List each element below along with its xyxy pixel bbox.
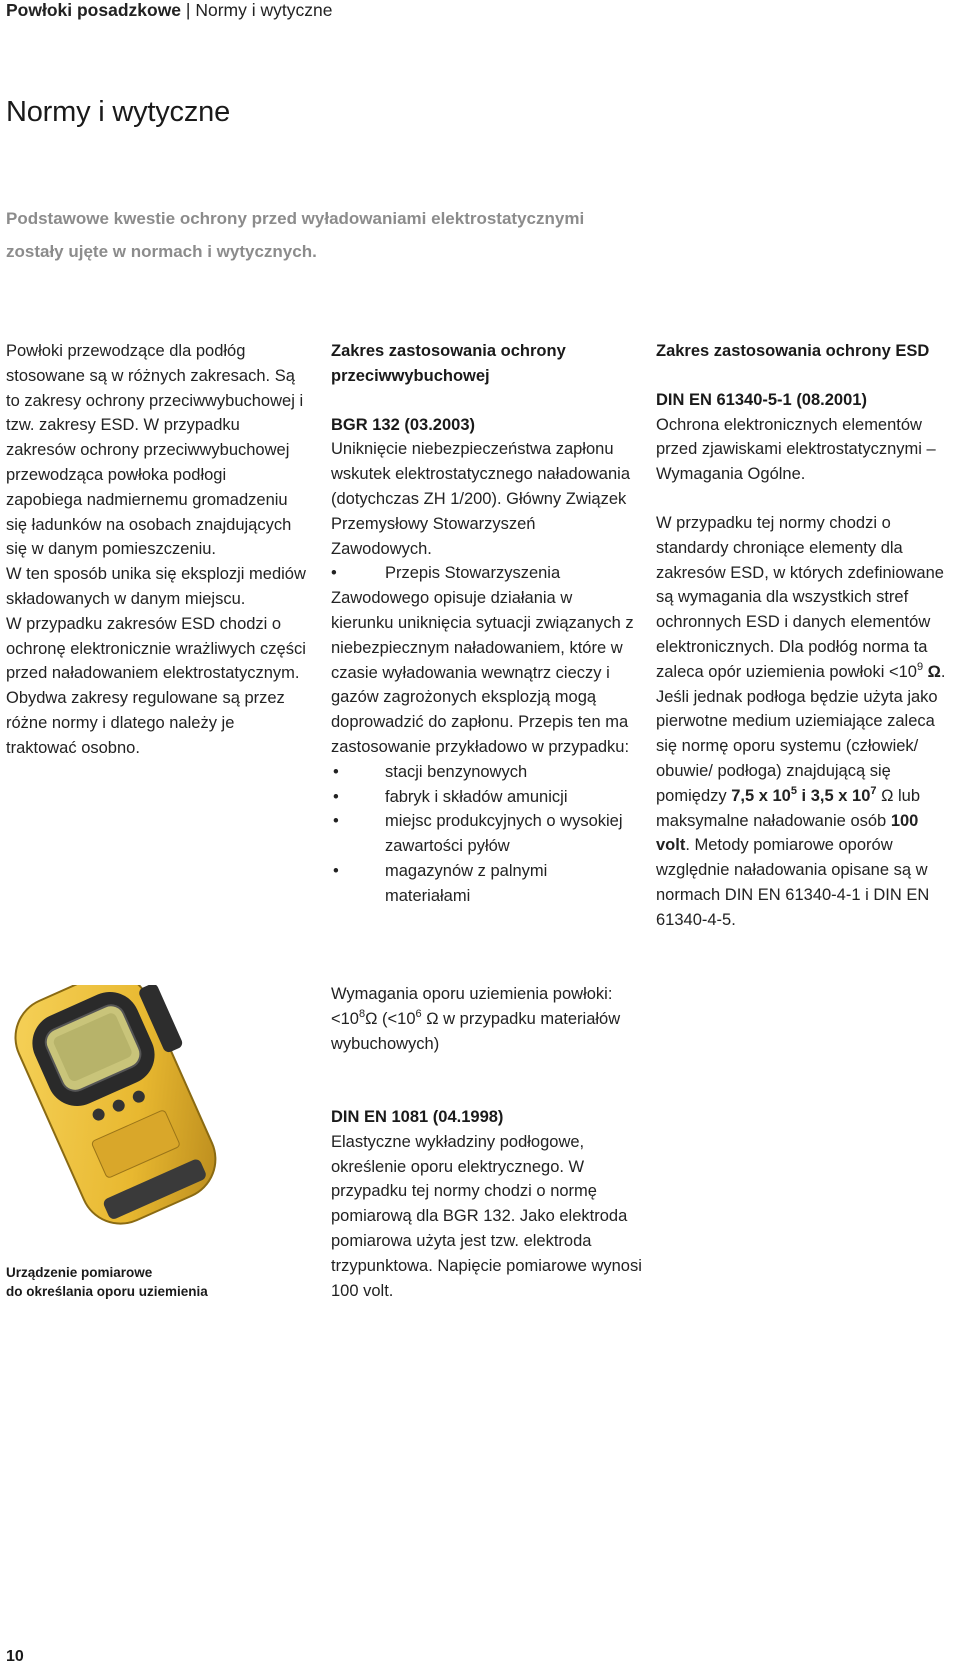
col3-exponent-9: 9	[916, 660, 924, 673]
din-1081-block	[331, 1105, 651, 1303]
resistance-text	[331, 982, 636, 1056]
col2-heading: Zakres zastosowania ochrony przeciwwybuchowej	[331, 342, 566, 385]
col3-paragraph-2	[656, 511, 956, 933]
resistance-requirement	[331, 982, 636, 1056]
intro-paragraph: Podstawowe kwestie ochrony przed wyładowaniami elektrostatycznymi zostały ujęte w normach i wytycznych.	[6, 209, 585, 261]
col2-paragraph-2	[331, 561, 636, 759]
caption-line-1: Urządzenie pomiarowe	[6, 1265, 153, 1280]
col3-heading: Zakres zastosowania ochrony ESD	[656, 342, 930, 360]
page-number: 10	[6, 1648, 24, 1665]
col2-standard: BGR 132 (03.2003)	[331, 415, 475, 434]
resistance-text-a: Wymagania oporu uziemienia powłoki: <10	[331, 985, 613, 1028]
value-high	[810, 784, 877, 805]
page-title: Normy i wytyczne	[6, 96, 230, 128]
col1-paragraph-3: W przypadku zakresów ESD chodzi o ochronę elektronicznie wrażliwych części przed naładowaniem elektrostatycznym. Obydwa zakresy regulowane są przez różne normy i dlatego należy je traktować osobno.	[6, 614, 306, 757]
list-item: • magazynów z palnymi materiałami	[331, 859, 636, 909]
col1-paragraph-1: Powłoki przewodzące dla podłóg stosowane są w różnych zakresach. Są to zakresy ochrony przeciwwybuchowej i tzw. zakresy ESD. W przypadku zakresów ochrony przeciwwybuchowej przewodząca powłoka podłogi zapobiega nadmiernemu gromadzeniu się ładunków na osobach znajdujących się w danym pomieszczeniu.	[6, 342, 304, 559]
resistance-exponent-2: 6	[415, 1007, 422, 1020]
din-1081-standard: DIN EN 1081 (04.1998)	[331, 1108, 504, 1126]
col3-paragraph-1: Ochrona elektronicznych elementów przed zjawiskami elektrostatycznymi – Wymagania Ogólne.	[656, 415, 936, 484]
header-separator: |	[181, 0, 196, 20]
running-header	[6, 0, 332, 21]
resistance-exponent-1: 8	[359, 1007, 366, 1020]
voltage-value: 100 volt	[656, 811, 919, 855]
caption-line-2: do określania oporu uziemienia	[6, 1284, 208, 1299]
list-item: • fabryk i składów amunicji	[331, 785, 636, 810]
header-section: Powłoki posadzkowe	[6, 0, 182, 20]
value-high-exponent: 7	[870, 784, 877, 797]
col2-paragraph-1: Uniknięcie niebezpieczeństwa zapłonu wskutek elektrostatycznego naładowania (dotychczas ZH 1/200). Główny Związek Przemysłowy Stowarzyszeń Zawodowych.	[331, 440, 631, 558]
col3-ohm: Ω	[923, 662, 941, 681]
col3-text-a: W przypadku tej normy chodzi o standardy chroniące elementy dla zakresów ESD, w których zdefiniowane są wymagania dla wszystkich stref ochronnych ESD i danych elementów elektronicznych. Dla podłóg norma ta zaleca opór uziemienia powłoki <10	[656, 513, 944, 681]
resistance-text-b: Ω (<10	[365, 1009, 416, 1028]
value-low	[731, 784, 797, 805]
col2-paragraph-2-text: Przepis Stowarzyszenia Zawodowego opisuje działania w kierunku uniknięcia sytuacji związanych z niebezpiecznym naładowaniem, które w czasie wyładowania wewnątrz cieczy i gazów zagrożonych eksplozją mogą doprowadzić do zapłonu. Przepis ten ma zastosowanie przykładowo w przypadku:	[331, 564, 634, 756]
value-high-unit: Ω	[876, 786, 894, 805]
col3-standard: DIN EN 61340-5-1 (08.2001)	[656, 390, 867, 409]
column-intro-text	[6, 339, 306, 761]
list-item: • miejsc produkcyjnych o wysokiej zawartości pyłów	[331, 809, 636, 859]
bullet-marker: •	[331, 564, 337, 583]
column-esd-protection	[656, 339, 956, 933]
col1-paragraph-2: W ten sposób unika się eksplozji mediów składowanych w danym miejscu.	[6, 565, 306, 608]
value-low-base: 7,5 x 10	[731, 786, 791, 805]
image-caption	[6, 1263, 208, 1301]
col3-text-d: lub maksymalne naładowanie osób	[656, 786, 921, 830]
value-high-base: 3,5 x 10	[810, 786, 871, 805]
resistance-text-c: Ω w przypadku materiałów wybuchowych)	[331, 1009, 621, 1053]
header-topic: Normy i wytyczne	[195, 0, 333, 20]
col3-text-c: . Jeśli jednak podłoga będzie użyta jako pierwotne medium uziemiające zaleca się normę oporu systemu (człowiek/ obuwie/ podłoga) znajdującą się pomiędzy	[656, 662, 946, 805]
column-explosion-protection	[331, 339, 636, 909]
value-low-exponent: 5	[790, 784, 797, 797]
value-connector: i	[796, 786, 811, 805]
list-item: • stacji benzynowych	[331, 760, 636, 785]
col2-application-list	[331, 760, 636, 909]
din-1081-text: Elastyczne wykładziny podłogowe, określenie oporu elektrycznego. W przypadku tej normy chodzi o normę pomiarową dla BGR 132. Jako elektroda pomiarowa użyta jest tzw. elektroda trzypunktowa. Napięcie pomiarowe wynosi 100 volt.	[331, 1132, 642, 1300]
measuring-device-image	[5, 985, 245, 1225]
col3-text-e: . Metody pomiarowe oporów względnie naładowania opisane są w normach DIN EN 61340-4-1 i DIN EN 61340-4-5.	[656, 836, 930, 929]
